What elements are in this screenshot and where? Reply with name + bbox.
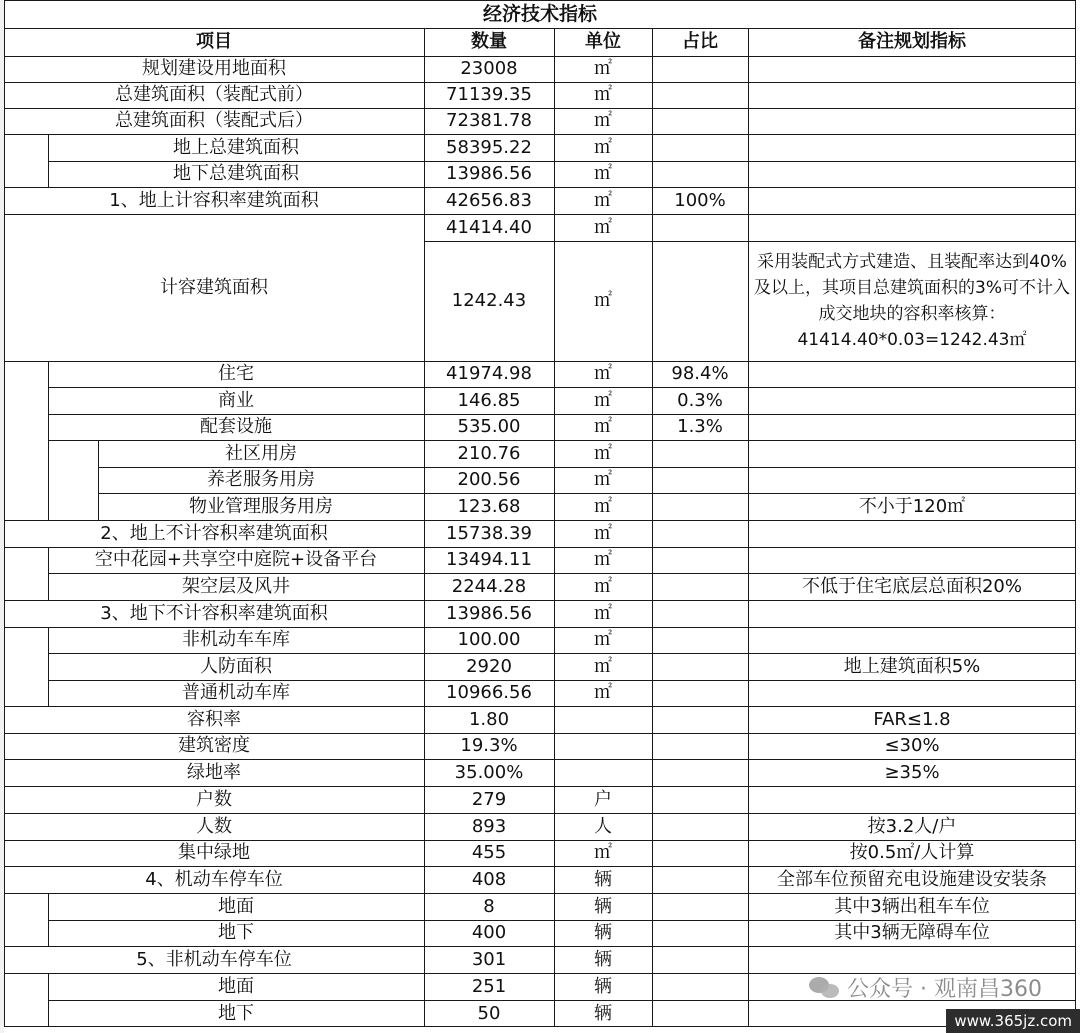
table-row-item: 1、地上计容积率建筑面积 [109, 189, 319, 211]
grid-line [4, 946, 1076, 947]
table-row-item: 空中花园+共享空中庭院+设备平台 [94, 549, 378, 571]
table-row-item: 地上总建筑面积 [173, 136, 299, 158]
table-row-share [652, 920, 748, 946]
table-row-quantity: 13986.56 [446, 163, 532, 185]
table-row-quantity: 41974.98 [446, 363, 532, 385]
table-row-unit: ㎡ [594, 58, 612, 80]
table-row-unit: ㎡ [594, 575, 612, 597]
table-row-notes: 采用装配式方式建造、且装配率达到40%及以上，其项目总建筑面积的3%可不计入成交地块的容积率核算：41414.40*0.03=1242.43㎡ [754, 252, 1070, 350]
table-row-share: 98.4% [671, 363, 729, 385]
grid-line [98, 493, 1076, 494]
table-row-notes [748, 414, 1076, 440]
table-row-share [652, 440, 748, 467]
table-row-notes [748, 520, 1076, 547]
table-row-notes [748, 627, 1076, 653]
grid-line [4, 706, 1076, 707]
grid-line [4, 82, 1076, 83]
table-row-unit: 人 [594, 815, 612, 837]
table-row-notes: ≥35% [884, 761, 940, 783]
table-row-share [652, 733, 748, 759]
table-row-notes: 其中3辆无障碍车位 [834, 922, 990, 944]
wechat-icon [809, 975, 841, 1001]
table-row-quantity: 200.56 [457, 469, 521, 491]
table-row-unit [554, 706, 652, 733]
table-row-item: 地下总建筑面积 [173, 163, 299, 185]
table-row-item: 架空层及风井 [182, 575, 290, 597]
table-row-unit: ㎡ [594, 216, 612, 238]
table-row-quantity: 50 [477, 1002, 501, 1024]
grid-line [4, 893, 1076, 894]
table-row-share [652, 214, 748, 241]
grid-line [48, 387, 1076, 388]
table-row-share [652, 241, 748, 361]
grid-line [48, 414, 1076, 415]
table-row-quantity: 210.76 [457, 442, 521, 464]
table-row-item: 集中绿地 [178, 842, 250, 864]
table-row-share [652, 520, 748, 547]
grid-line [4, 813, 1076, 814]
grid-line [48, 893, 49, 946]
table-row-unit: 辆 [594, 1002, 612, 1024]
table-row-quantity: 13494.11 [446, 549, 532, 571]
table-row-quantity: 1242.43 [451, 290, 527, 312]
table-row-item: 地下 [218, 922, 254, 944]
table-row-share [652, 946, 748, 973]
table-row-notes: 不低于住宅底层总面积20% [801, 575, 1022, 597]
table-row-share [652, 547, 748, 573]
grid-line [4, 733, 1076, 734]
table-row-quantity: 408 [471, 868, 507, 890]
header-share: 占比 [682, 31, 718, 53]
table-row-quantity: 146.85 [457, 389, 521, 411]
grid-line [4, 214, 1076, 215]
table-row-item: 计容建筑面积 [160, 276, 268, 298]
grid-line [48, 161, 1076, 162]
header-unit: 单位 [585, 31, 621, 53]
table-row-notes [748, 547, 1076, 573]
table-row-quantity: 1.80 [468, 708, 510, 730]
table-row-unit: ㎡ [594, 495, 612, 517]
grid-line [4, 786, 1076, 787]
table-row-quantity: 23008 [460, 58, 518, 80]
table-row-unit: 辆 [594, 975, 612, 997]
table-row-notes [748, 680, 1076, 706]
table-row-quantity: 279 [471, 788, 507, 810]
table-row-unit: ㎡ [594, 602, 612, 624]
grid-line [98, 440, 99, 520]
table-row-item: 配套设施 [200, 416, 272, 438]
grid-line [4, 759, 1076, 760]
table-row-notes: 不小于120㎡ [858, 495, 966, 517]
table-row-unit: ㎡ [594, 163, 612, 185]
table-row-share [652, 82, 748, 108]
table-row-share: 0.3% [677, 389, 723, 411]
grid-line [48, 653, 1076, 654]
table-row-quantity: 8 [483, 895, 495, 917]
table-row-unit: ㎡ [594, 842, 612, 864]
watermark [809, 972, 1042, 1003]
table-row-share: 1.3% [677, 416, 723, 438]
header-notes: 备注规划指标 [858, 31, 966, 53]
site-badge: www.365jz.com [946, 1009, 1080, 1033]
table-row-notes [748, 440, 1076, 467]
table-row-notes [748, 161, 1076, 187]
table-row-item: 人数 [196, 815, 232, 837]
table-row-unit: ㎡ [594, 549, 612, 571]
table-row-item: 3、地下不计容积率建筑面积 [100, 602, 328, 624]
table-row-unit: ㎡ [594, 290, 612, 312]
grid-line [48, 627, 49, 706]
table-row-quantity: 58395.22 [446, 136, 532, 158]
table-row-quantity: 251 [471, 975, 507, 997]
grid-line [4, 520, 1076, 521]
table-row-share [652, 600, 748, 627]
table-row-notes [748, 82, 1076, 108]
table-row-quantity: 455 [471, 842, 507, 864]
table-row-share [652, 161, 748, 187]
table-row-item: 地面 [218, 895, 254, 917]
grid-line [4, 108, 1076, 109]
table-row-item: 非机动车车库 [182, 629, 290, 651]
table-row-item: 规划建设用地面积 [142, 58, 286, 80]
table-row-notes [748, 600, 1076, 627]
table-row-share [652, 813, 748, 840]
table-row-item: 绿地率 [187, 761, 241, 783]
table-row-share [652, 840, 748, 866]
table-row-share [652, 467, 748, 493]
table-row-notes [748, 786, 1076, 813]
grid-line [48, 134, 49, 187]
table-row-unit: ㎡ [594, 655, 612, 677]
table-row-notes [748, 946, 1076, 973]
table-row-item: 地下 [218, 1002, 254, 1024]
table-row-quantity: 19.3% [460, 735, 518, 757]
table-row-notes [748, 134, 1076, 161]
table-row-notes [748, 214, 1076, 241]
table-row-item: 总建筑面积（装配式后） [115, 110, 313, 132]
table-title: 经济技术指标 [482, 2, 597, 25]
table-row-unit: 辆 [594, 868, 612, 890]
table-row-share [652, 680, 748, 706]
table-row-unit: 户 [594, 788, 612, 810]
table-row-unit [554, 733, 652, 759]
grid-line [48, 920, 1076, 921]
table-row-unit: 辆 [594, 895, 612, 917]
table-row-quantity: 100.00 [457, 629, 521, 651]
table-row-item: 5、非机动车停车位 [136, 948, 292, 970]
table-row-unit: ㎡ [594, 416, 612, 438]
table-row-quantity: 893 [471, 815, 507, 837]
table-row-share [652, 1000, 748, 1027]
table-row-share [652, 706, 748, 733]
grid-line [4, 600, 1076, 601]
table-row-quantity: 301 [471, 948, 507, 970]
grid-line [4, 134, 1076, 135]
table-row-item: 建筑密度 [178, 735, 250, 757]
table-row-unit: ㎡ [594, 442, 612, 464]
table-row-notes [748, 56, 1076, 82]
grid-line [424, 241, 1076, 242]
table-row-unit: ㎡ [594, 389, 612, 411]
grid-line [48, 573, 1076, 574]
grid-line [48, 361, 49, 520]
table-row-quantity: 15738.39 [446, 522, 532, 544]
table-row-share: 100% [674, 189, 726, 211]
grid-line [98, 467, 1076, 468]
table-row-notes: ≤30% [884, 735, 940, 757]
table-row-unit: ㎡ [594, 469, 612, 491]
table-row-quantity: 10966.56 [446, 682, 532, 704]
table-row-quantity: 2244.28 [451, 575, 527, 597]
grid-line [4, 361, 1076, 362]
table-row-item: 人防面积 [200, 655, 272, 677]
table-row-unit: ㎡ [594, 189, 612, 211]
watermark-text: 公众号 · 观南昌360 [847, 977, 1042, 1002]
table-row-item: 2、地上不计容积率建筑面积 [100, 522, 328, 544]
table-row-quantity: 42656.83 [446, 189, 532, 211]
table-row-unit [554, 759, 652, 786]
table-row-notes [748, 108, 1076, 134]
table-row-item: 养老服务用房 [207, 469, 315, 491]
grid-line [48, 440, 1076, 441]
table-row-quantity: 2920 [466, 655, 512, 677]
table-row-notes [748, 467, 1076, 493]
grid-line [4, 187, 1076, 188]
table-row-unit: ㎡ [594, 110, 612, 132]
table-row-share [652, 493, 748, 520]
table-row-unit: ㎡ [594, 84, 612, 106]
table-row-quantity: 35.00% [454, 761, 524, 783]
grid-line [4, 840, 1076, 841]
table-row-quantity: 535.00 [457, 416, 521, 438]
table-row-quantity: 13986.56 [446, 602, 532, 624]
table-row-share [652, 56, 748, 82]
table-row-unit: ㎡ [594, 629, 612, 651]
table-row-item: 地面 [218, 975, 254, 997]
table-row-share [652, 573, 748, 600]
table-row-quantity: 400 [471, 922, 507, 944]
grid-line [4, 627, 1076, 628]
table-row-share [652, 627, 748, 653]
table-row-item: 总建筑面积（装配式前） [115, 84, 313, 106]
table-row-notes: 其中3辆出租车车位 [834, 895, 990, 917]
table-row-share [652, 786, 748, 813]
table-row-notes: 按3.2人/户 [867, 815, 957, 837]
table-row-unit: ㎡ [594, 682, 612, 704]
table-row-notes [748, 387, 1076, 414]
table-row-unit: ㎡ [594, 363, 612, 385]
grid-line [4, 866, 1076, 867]
table-row-item: 容积率 [187, 708, 241, 730]
table-row-quantity: 72381.78 [446, 110, 532, 132]
table-row-share [652, 108, 748, 134]
table-row-share [652, 759, 748, 786]
table-row-unit: 辆 [594, 922, 612, 944]
table-row-unit: ㎡ [594, 522, 612, 544]
table-row-quantity: 71139.35 [446, 84, 532, 106]
table-row-quantity: 41414.40 [446, 216, 532, 238]
table-row-item: 住宅 [218, 363, 254, 385]
header-quantity: 数量 [471, 31, 507, 53]
table-row-item: 户数 [196, 788, 232, 810]
table-row-notes [748, 187, 1076, 214]
table-row-item: 物业管理服务用房 [189, 495, 333, 517]
table-row-notes [748, 361, 1076, 387]
table-row-notes: 地上建筑面积5% [843, 655, 981, 677]
table-row-unit: 辆 [594, 948, 612, 970]
table-row-item: 普通机动车库 [182, 682, 290, 704]
grid-line [48, 973, 49, 1027]
header-item: 项目 [196, 31, 232, 53]
grid-line [48, 680, 1076, 681]
grid-line [48, 547, 49, 600]
table-row-item: 4、机动车停车位 [145, 868, 283, 890]
table-row-share [652, 134, 748, 161]
table-row-item: 社区用房 [225, 442, 297, 464]
table-row-item: 商业 [218, 389, 254, 411]
table-row-unit: ㎡ [594, 136, 612, 158]
table-row-share [652, 973, 748, 1000]
table-row-notes: FAR≤1.8 [873, 708, 951, 730]
table-row-notes: 全部车位预留充电设施建设安装条 [777, 868, 1047, 890]
table-row-share [652, 653, 748, 680]
table-row-quantity: 123.68 [457, 495, 521, 517]
table-row-share [652, 893, 748, 920]
grid-line [4, 547, 1076, 548]
table-row-share [652, 866, 748, 893]
table-row-notes: 按0.5㎡/人计算 [849, 842, 975, 864]
